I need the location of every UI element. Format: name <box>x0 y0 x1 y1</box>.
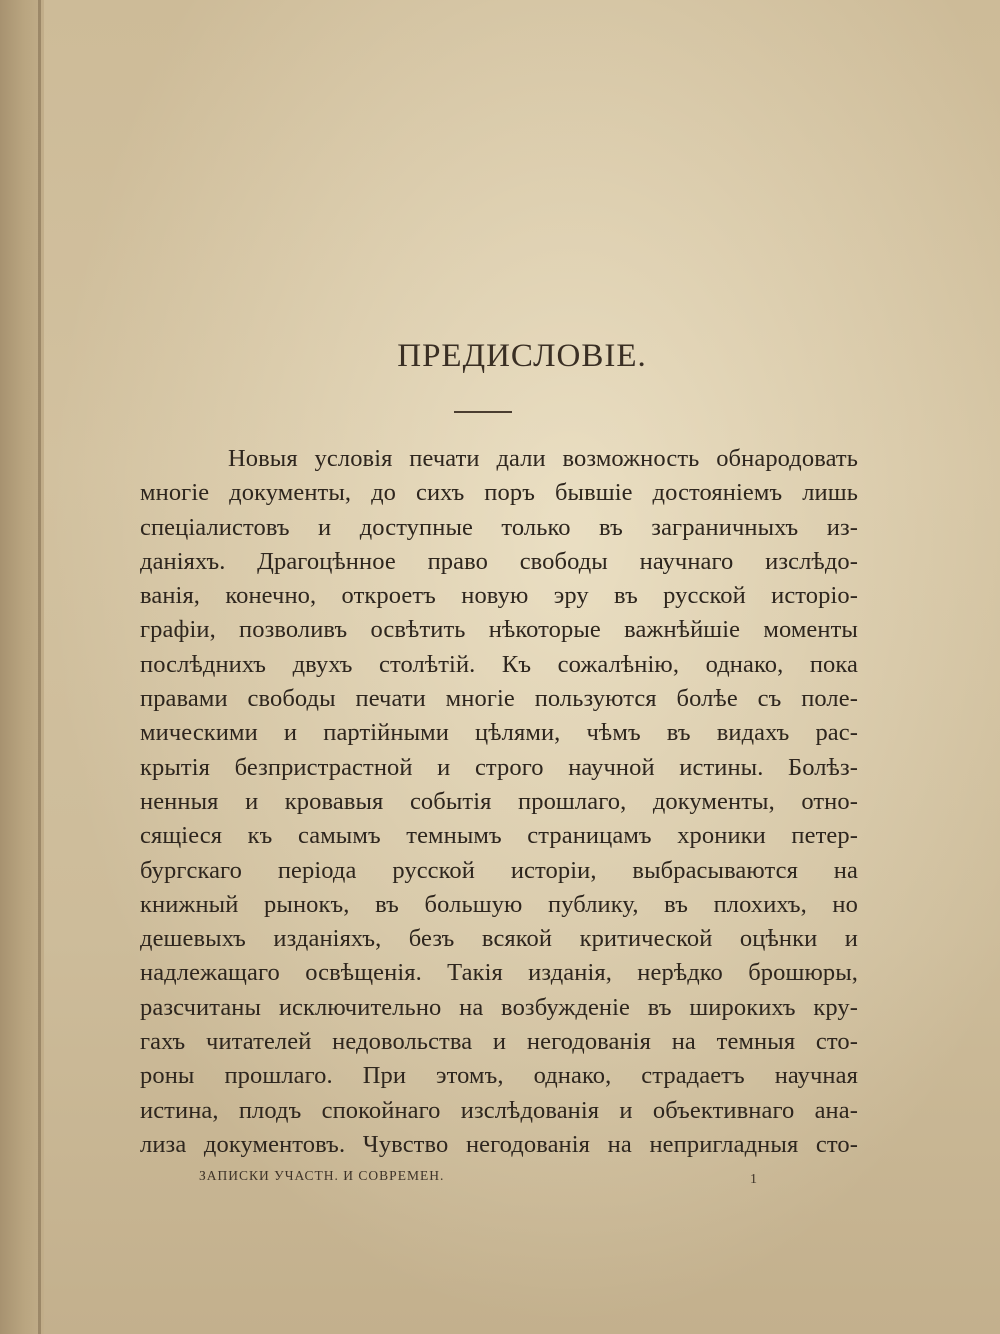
footer-sheet-number: 1 <box>750 1172 757 1187</box>
binding-edge <box>38 0 41 1334</box>
text-line: лиза документовъ. Чувство негодованія на непригладныя сто- <box>140 1130 858 1158</box>
text-line: ванія, конечно, откроетъ новую эру въ русской исторіо- <box>140 582 858 610</box>
text-line: Новыя условія печати дали возможность обнародовать <box>228 445 858 472</box>
text-line: ненныя и кровавыя событія прошлаго, документы, отно- <box>140 787 858 815</box>
text-line: послѣднихъ двухъ столѣтій. Къ сожалѣнію, однако, пока <box>140 650 858 678</box>
text-line: правами свободы печати многіе пользуются болѣе съ поле- <box>140 685 858 713</box>
text-line: истина, плодъ спокойнаго изслѣдованія и объективнаго ана- <box>140 1096 858 1124</box>
text-line: бургскаго періода русской исторіи, выбрасываются на <box>140 856 858 884</box>
page-title: ПРЕДИСЛОВІЕ. <box>397 338 647 374</box>
text-line: надлежащаго освѣщенія. Такія изданія, нерѣдко брошюры, <box>140 959 858 987</box>
text-line: графіи, позволивъ освѣтить нѣкоторые важнѣйшіе моменты <box>140 616 858 644</box>
text-line: сящіеся къ самымъ темнымъ страницамъ хроники петер- <box>140 822 858 850</box>
text-line: гахъ читателей недовольства и негодованія на темныя сто- <box>140 1028 858 1056</box>
preface-paragraph <box>140 442 858 1162</box>
text-line: книжный рынокъ, въ большую публику, въ плохихъ, но <box>140 890 858 918</box>
text-line: дешевыхъ изданіяхъ, безъ всякой критической оцѣнки и <box>140 925 858 953</box>
page-gutter <box>0 0 44 1334</box>
text-line: даніяхъ. Драгоцѣнное право свободы научнаго изслѣдо- <box>140 547 858 575</box>
footer-signature: ЗАПИСКИ УЧАСТН. И СОВРЕМЕН. <box>199 1168 445 1183</box>
text-line: роны прошлаго. При этомъ, однако, страдаетъ научная <box>140 1062 858 1090</box>
text-line: крытія безпристрастной и строго научной истины. Болѣз- <box>140 753 858 781</box>
text-line: спеціалистовъ и доступные только въ заграничныхъ из- <box>140 513 858 541</box>
book-page <box>44 0 1000 1334</box>
text-line: разсчитаны исключительно на возбужденіе въ широкихъ кру- <box>140 993 858 1021</box>
text-line: мическими и партійными цѣлями, чѣмъ въ видахъ рас- <box>140 719 858 747</box>
text-line: многіе документы, до сихъ поръ бывшіе достояніемъ лишь <box>140 479 858 507</box>
title-rule <box>454 411 512 413</box>
